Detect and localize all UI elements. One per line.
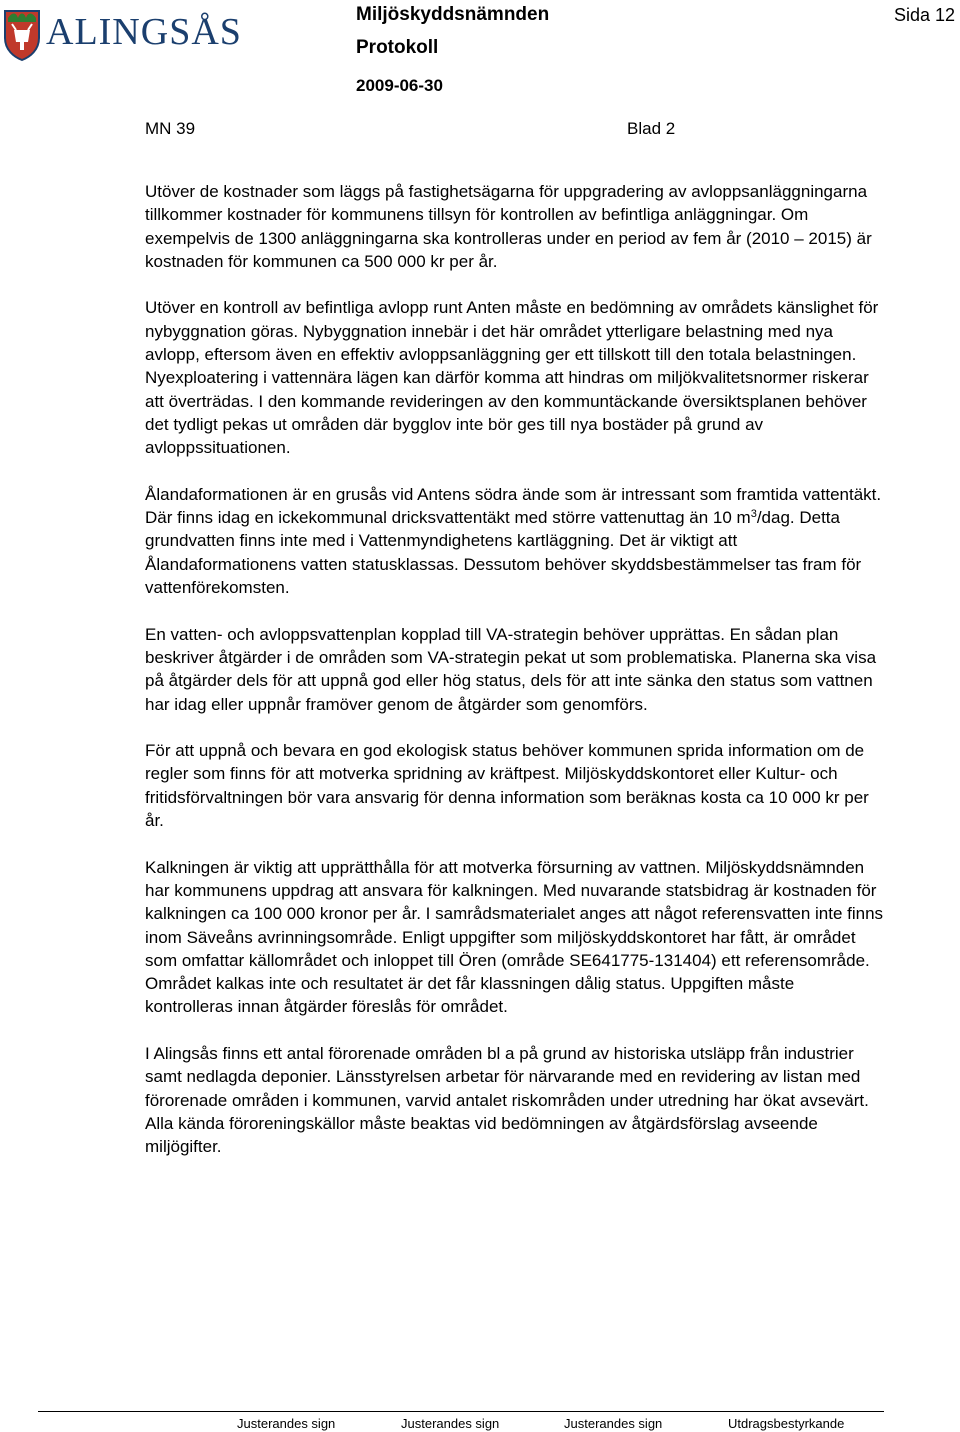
superscript-exponent: 3 bbox=[750, 508, 757, 521]
footer-sign-3: Justerandes sign bbox=[564, 1416, 663, 1431]
committee-name: Miljöskyddsnämnden bbox=[356, 4, 550, 25]
footer-divider bbox=[38, 1411, 884, 1412]
page-number: Sida 12 bbox=[894, 5, 956, 25]
protocol-body bbox=[145, 180, 885, 1182]
footer-sign-2: Justerandes sign bbox=[401, 1416, 500, 1431]
paragraph-alanda-formation bbox=[145, 483, 885, 599]
paragraph-contaminated-areas: I Alingsås finns ett antal förorenade områden bl a på grund av historiska utsläpp från industrier samt nedlagda deponier. Länsstyrelsen arbetar för närvarande med en revidering av listan med förorenade områden i kommunen, varvid antalet riskområden under utredning har ökat avsevärt. Alla kända föroreningskällor måste beaktas vid bedömningen av åtgärdsförslag avseende miljögifter. bbox=[145, 1043, 869, 1157]
paragraph-crayfish-plague: För att uppnå och bevara en god ekologisk status behöver kommunen sprida information om de regler som finns för att motverka spridning av kräftpest. Miljöskyddskontoret eller Kultur- och fritidsförvaltningen bör vara ansvarig för denna information som beräknas kosta ca 10 000 kr per år. bbox=[145, 741, 869, 831]
coat-of-arms-icon bbox=[2, 8, 42, 62]
meeting-date: 2009-06-30 bbox=[356, 76, 443, 95]
sheet-number: Blad 2 bbox=[627, 119, 676, 138]
footer-extract-certification: Utdragsbestyrkande bbox=[728, 1416, 845, 1431]
case-number: MN 39 bbox=[145, 119, 196, 138]
paragraph-text: /dag. Detta grundvatten finns inte med i Vattenmyndighetens kartläggning. Det är viktigt att Ålandaformationens vatten statusklassas. Dessutom behöver skyddsbestämmelser tas fram för vattenförekomsten. bbox=[145, 508, 862, 598]
paragraph-water-plan: En vatten- och avloppsvattenplan kopplad till VA-strategin behöver upprättas. En sådan plan beskriver åtgärder i de områden som VA-strategin pekat ut som problematiska. Planerna ska visa på åtgärder dels för att uppnå god eller hög status, dels för att inte sänka den status som vattnen har idag eller uppnår framöver genom de åtgärder som genomförs. bbox=[145, 624, 877, 714]
logo-wordmark: ALINGSÅS bbox=[46, 11, 242, 53]
paragraph-new-construction: Utöver en kontroll av befintliga avlopp runt Anten måste en bedömning av områdets känslighet för nybyggnation göras. Nybyggnation innebär i det här området ytterligare belastning med nya avlopp, eftersom även en effektiv avloppsanläggning ger ett tillskott till den totala belastningen. Nyexploatering i vattennära lägen kan därför komma att hindras om miljökvalitetsnormer riskerar att överträdas. I den kommande revideringen av den kommuntäckande översiktsplanen behöver det tydligt pekas ut områden där bygglov inte bör ges till nya bostäder på grund av avloppssituationen. bbox=[145, 298, 879, 458]
footer-sign-1: Justerandes sign bbox=[237, 1416, 336, 1431]
paragraph-supervision-costs: Utöver de kostnader som läggs på fastighetsägarna för uppgradering av avloppsanläggningarna tillkommer kostnader för kommunens tillsyn för kontrollen av befintliga anläggningar. Om exempelvis de 1300 anläggningarna ska kontrolleras under en period av fem år (2010 – 2015) är kostnaden för kommunen ca 500 000 kr per år. bbox=[145, 182, 872, 271]
paragraph-liming: Kalkningen är viktig att upprätthålla för att motverka försurning av vattnen. Miljöskyddsnämnden har kommunens uppdrag att ansvara för kalkningen. Med nuvarande statsbidrag är kostnaden för kalkningen ca 100 000 kronor per år. I samrådsmaterialet anges att något referensvatten inte finns inom Säveåns avrinningsområde. Enligt uppgifter som miljöskyddskontoret har fått, är området som omfattar källområdet och inloppet till Ören (område SE641775-131404) ett referensområde. Området kalkas inte och resultatet är det får klassningen dålig status. Uppgiften måste kontrolleras innan åtgärder föreslås för området. bbox=[145, 857, 884, 1017]
municipality-logo bbox=[2, 8, 262, 64]
paragraph-text: Ålandaformationen är en grusås vid Antens södra ände som är intressant som framtida vattentäkt. Där finns idag en ickekommunal dricksvattentäkt med större vattenuttag än 10 m bbox=[145, 484, 882, 528]
document-type: Protokoll bbox=[356, 37, 439, 58]
